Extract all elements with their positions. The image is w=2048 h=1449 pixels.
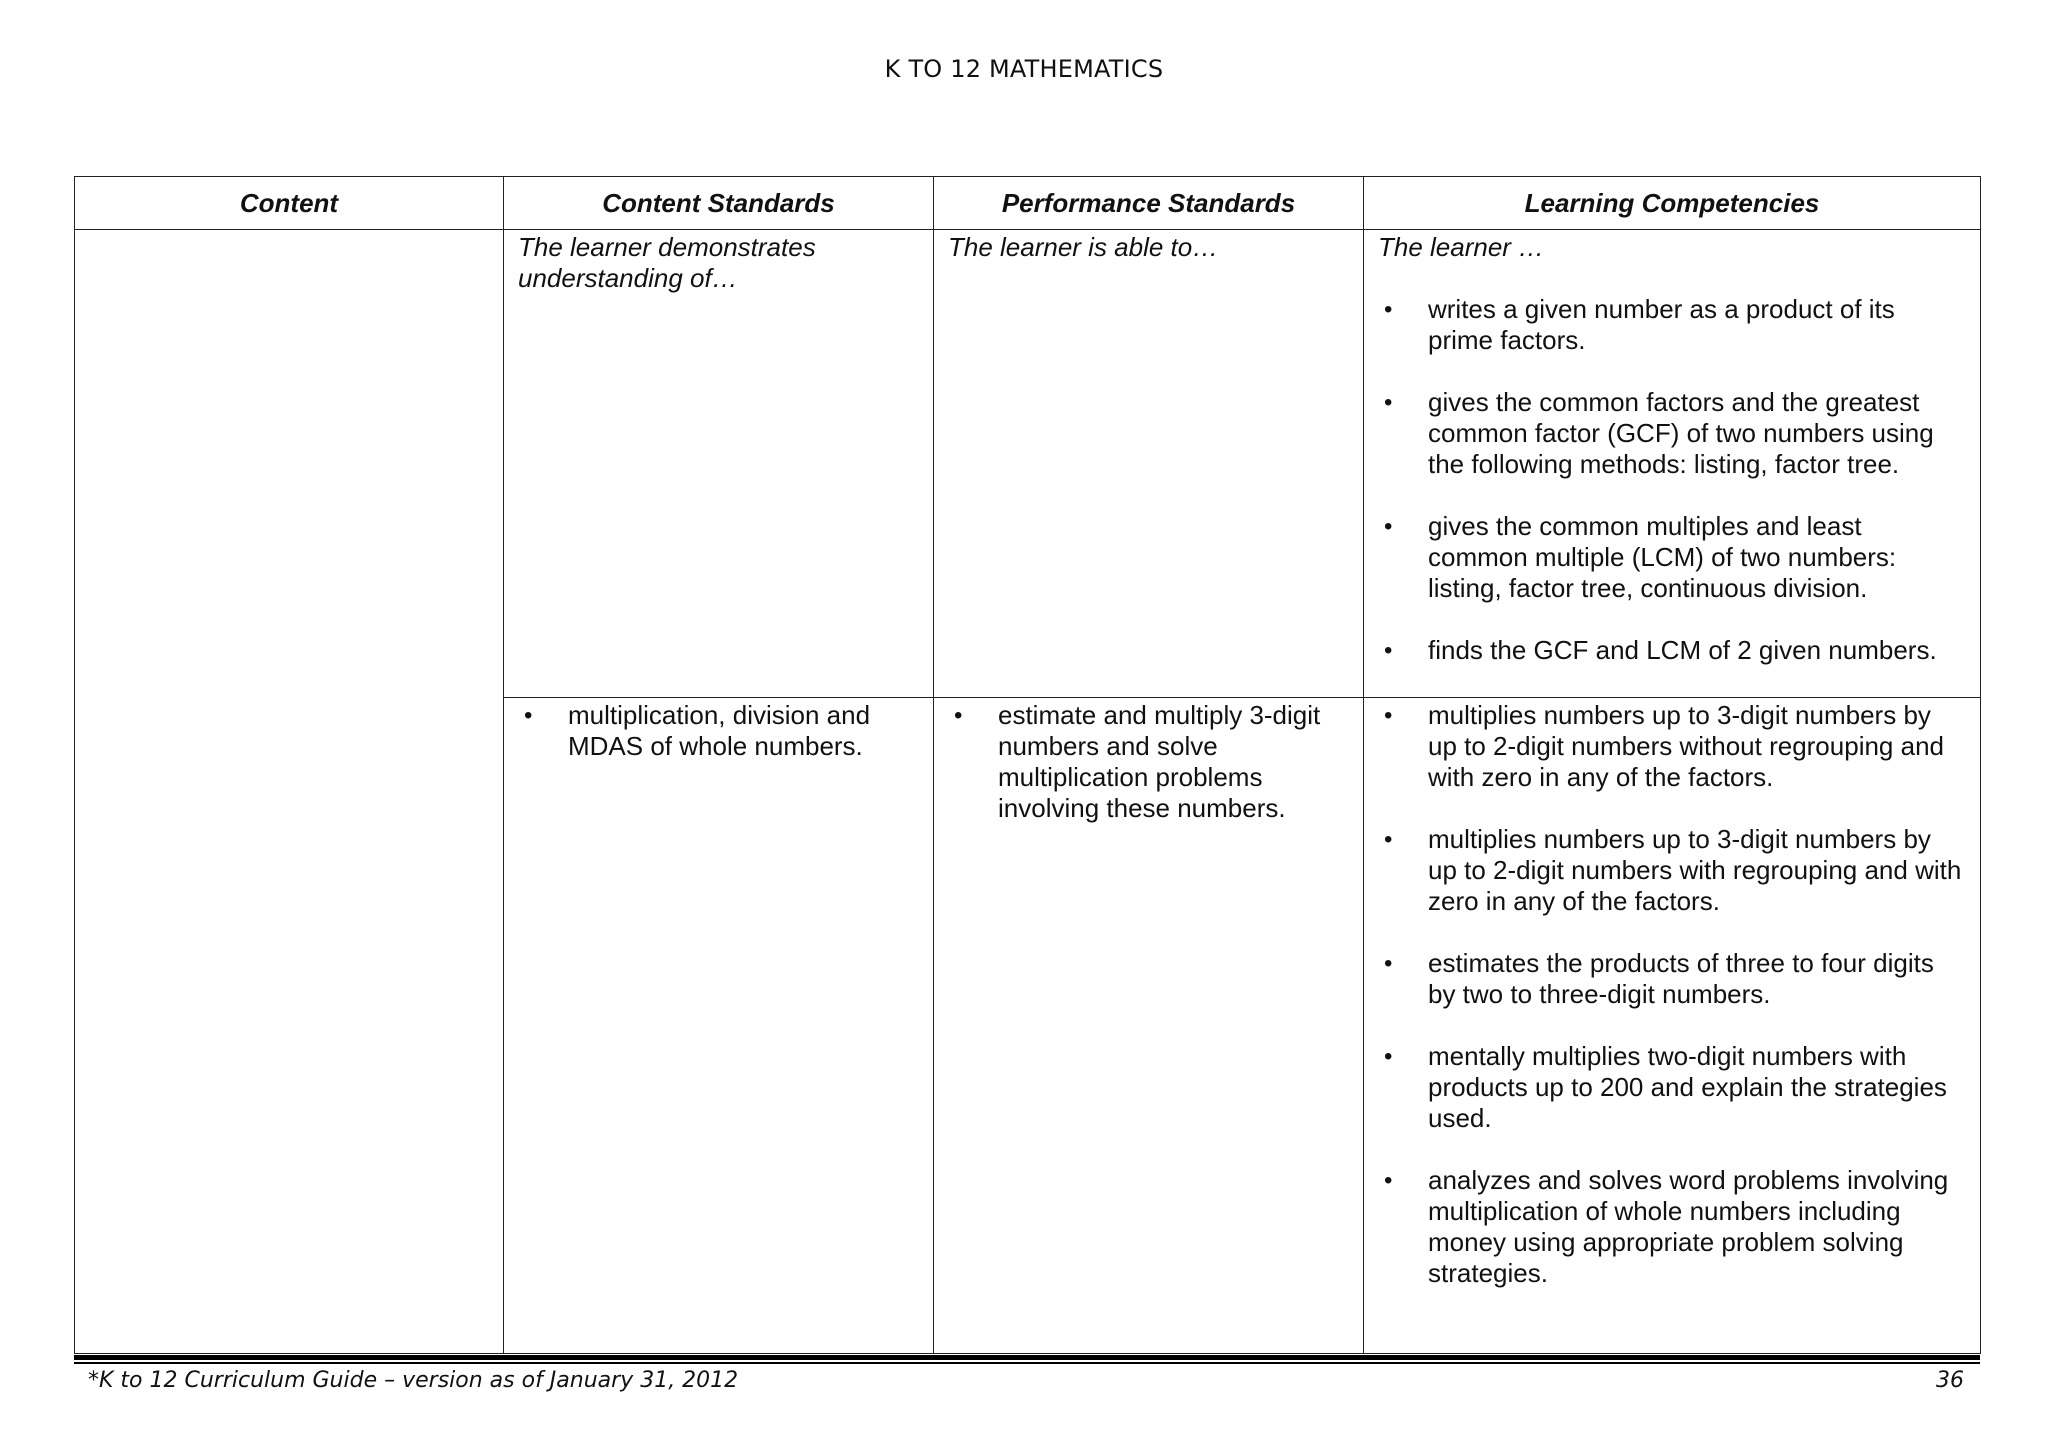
list-item: • gives the common multiples and least common multiple (LCM) of two numbers: listing, factor tree, continuous division. bbox=[1378, 511, 1966, 604]
list-item: • estimate and multiply 3-digit numbers and solve multiplication problems involving these numbers. bbox=[948, 700, 1349, 824]
list-item: • estimates the products of three to four digits by two to three-digit numbers. bbox=[1378, 948, 1966, 1010]
content-cell bbox=[75, 230, 504, 1354]
content-standards-intro: The learner demonstrates understanding of… bbox=[518, 232, 816, 293]
learning-competencies-cell bbox=[1364, 698, 1981, 1354]
list-item: • analyzes and solves word problems involving multiplication of whole numbers including money using appropriate problem solving strategies. bbox=[1378, 1165, 1966, 1289]
list-item: • finds the GCF and LCM of 2 given numbers. bbox=[1378, 635, 1966, 666]
table-header-row bbox=[75, 177, 1981, 230]
list-item: • writes a given number as a product of its prime factors. bbox=[1378, 294, 1966, 356]
page-header-title: K TO 12 MATHEMATICS bbox=[884, 55, 1164, 83]
content-cell-text bbox=[75, 230, 503, 232]
list-item: • mentally multiplies two-digit numbers with products up to 200 and explain the strategies used. bbox=[1378, 1041, 1966, 1134]
column-header-learning-competencies: Learning Competencies bbox=[1364, 177, 1981, 230]
performance-standards-intro: The learner is able to… bbox=[948, 232, 1219, 262]
learning-competencies-list bbox=[1378, 700, 1966, 1289]
footer-divider-thin bbox=[74, 1362, 1980, 1364]
column-header-content: Content bbox=[75, 177, 504, 230]
page-number: 36 bbox=[1936, 1368, 1964, 1393]
footer-version-note: *K to 12 Curriculum Guide – version as of January 31, 2012 bbox=[88, 1368, 739, 1393]
learning-competencies-intro: The learner … bbox=[1378, 232, 1545, 262]
learning-competencies-list bbox=[1378, 294, 1966, 666]
learning-competencies-cell bbox=[1364, 230, 1981, 698]
content-standards-cell bbox=[504, 230, 934, 698]
content-standards-cell bbox=[504, 698, 934, 1354]
performance-standards-cell bbox=[934, 698, 1364, 1354]
curriculum-table bbox=[74, 176, 1981, 1354]
content-standards-list bbox=[518, 700, 919, 762]
table-row bbox=[75, 230, 1981, 698]
column-header-content-standards: Content Standards bbox=[504, 177, 934, 230]
list-item: • multiplication, division and MDAS of whole numbers. bbox=[518, 700, 919, 762]
performance-standards-list bbox=[948, 700, 1349, 824]
performance-standards-cell bbox=[934, 230, 1364, 698]
column-header-performance-standards: Performance Standards bbox=[934, 177, 1364, 230]
list-item: • multiplies numbers up to 3-digit numbers by up to 2-digit numbers with regrouping and with zero in any of the factors. bbox=[1378, 824, 1966, 917]
footer-divider bbox=[74, 1355, 1980, 1360]
list-item: • multiplies numbers up to 3-digit numbers by up to 2-digit numbers without regrouping and with zero in any of the factors. bbox=[1378, 700, 1966, 793]
list-item: • gives the common factors and the greatest common factor (GCF) of two numbers using the following methods: listing, factor tree. bbox=[1378, 387, 1966, 480]
